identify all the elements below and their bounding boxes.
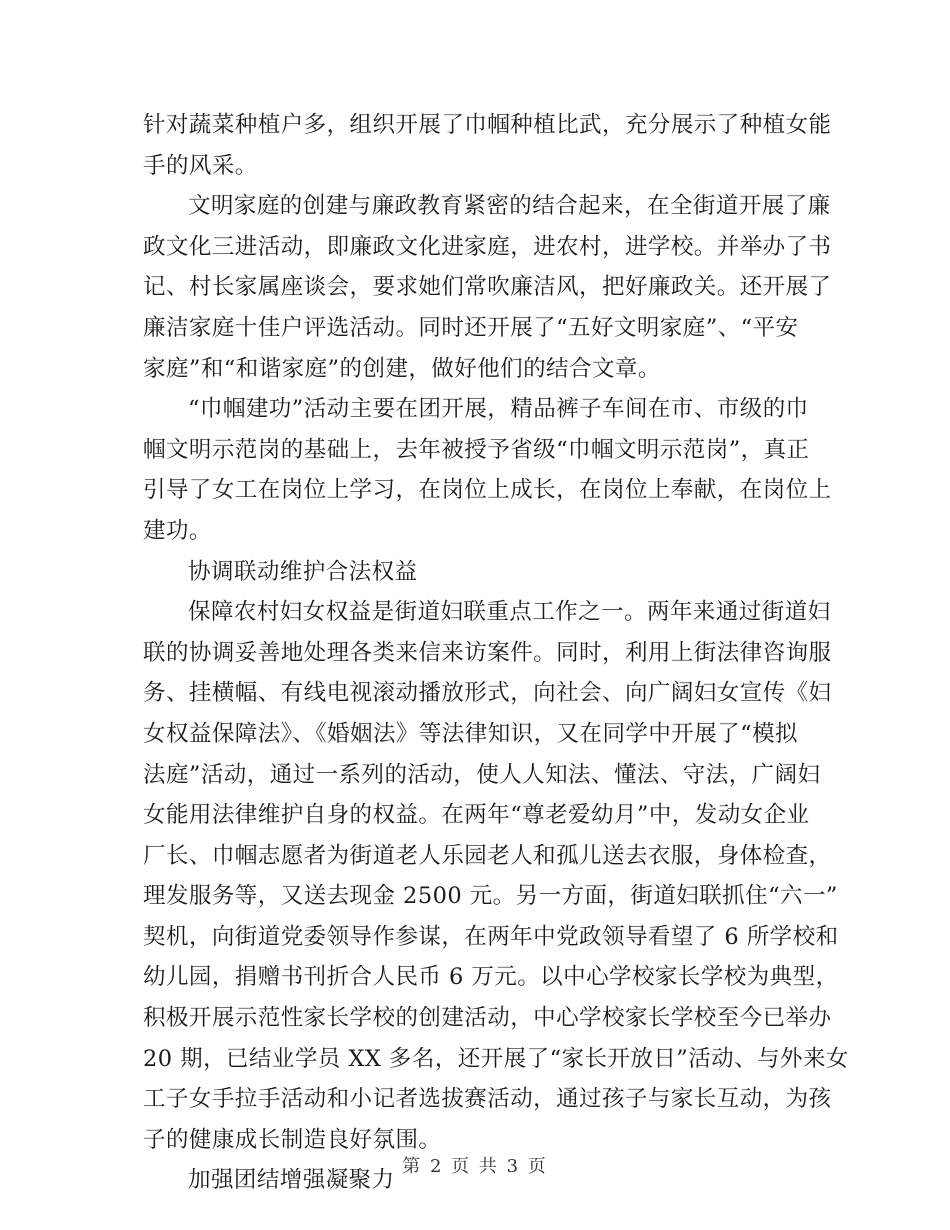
text-line: 女权益保障法》、《婚姻法》等法律知识，又在同学中开展了“模拟 [143, 720, 799, 747]
text-line: 针对蔬菜种植户多，组织开展了巾帼种植比武，充分展示了种植女能 [143, 112, 832, 138]
text-line: 保障农村妇女权益是街道妇联重点工作之一。两年来通过街道妇 [188, 599, 831, 626]
text-line: 联的协调妥善地处理各类来信来访案件。同时，利用上街法律咨询服 [143, 639, 832, 666]
document-body [143, 105, 849, 1201]
text-line: 20 期，已结业学员 XX 多名，还开展了“家长开放日”活动、与外来女 [143, 1045, 849, 1072]
text-line: 契机，向街道党委领导作参谋，在两年中党政领导看望了 6 所学校和 [143, 923, 839, 950]
text-line: 记、村长家属座谈会，要求她们常吹廉洁风，把好廉政关。还开展了 [143, 274, 832, 301]
text-line: 理发服务等，又送去现金 2500 元。另一方面，街道妇联抓住“六一” [143, 883, 838, 910]
text-line: 政文化三进活动，即廉政文化进家庭，进农村，进学校。并举办了书 [143, 233, 832, 260]
text-line: 子的健康成长制造良好氛围。 [143, 1126, 442, 1153]
text-line: 务、挂横幅、有线电视滚动播放形式，向社会、向广阔妇女宣传《妇 [143, 680, 832, 707]
text-line: 廉洁家庭十佳户评选活动。同时还开展了“五好文明家庭”、“平安 [143, 314, 799, 341]
text-line: 法庭”活动，通过一系列的活动，使人人知法、懂法、守法，广阔妇 [143, 761, 821, 788]
text-line: 幼儿园，捐赠书刊折合人民币 6 万元。以中心学校家长学校为典型， [143, 964, 839, 991]
text-line: 帼文明示范岗的基础上，去年被授予省级“巾帼文明示范岗”，真正 [143, 436, 810, 463]
text-line: 积极开展示范性家长学校的创建活动，中心学校家长学校至今已举办 [143, 1005, 832, 1032]
text-line: 工子女手拉手活动和小记者选拔赛活动，通过孩子与家长互动，为孩 [143, 1086, 832, 1113]
page-footer: 第 2 页 共 3 页 [402, 1156, 548, 1177]
text-line: 家庭”和“和谐家庭”的创建，做好他们的结合文章。 [143, 355, 661, 382]
text-line: 加强团结增强凝聚力 [188, 1167, 395, 1194]
text-line: 建功。 [143, 517, 212, 544]
text-line: 文明家庭的创建与廉政教育紧密的结合起来，在全街道开展了廉 [188, 193, 831, 220]
text-line: 协调联动维护合法权益 [188, 558, 418, 585]
text-line: 厂长、巾帼志愿者为街道老人乐园老人和孤儿送去衣服，身体检查， [143, 842, 832, 869]
text-line: 手的风采。 [143, 152, 258, 179]
text-line: “巾帼建功”活动主要在团开展，精品裤子车间在市、市级的巾 [188, 396, 809, 423]
text-line: 女能用法律维护自身的权益。在两年“尊老爱幼月”中，发动女企业 [143, 802, 810, 829]
text-line: 引导了女工在岗位上学习，在岗位上成长，在岗位上奉献，在岗位上 [143, 477, 832, 504]
